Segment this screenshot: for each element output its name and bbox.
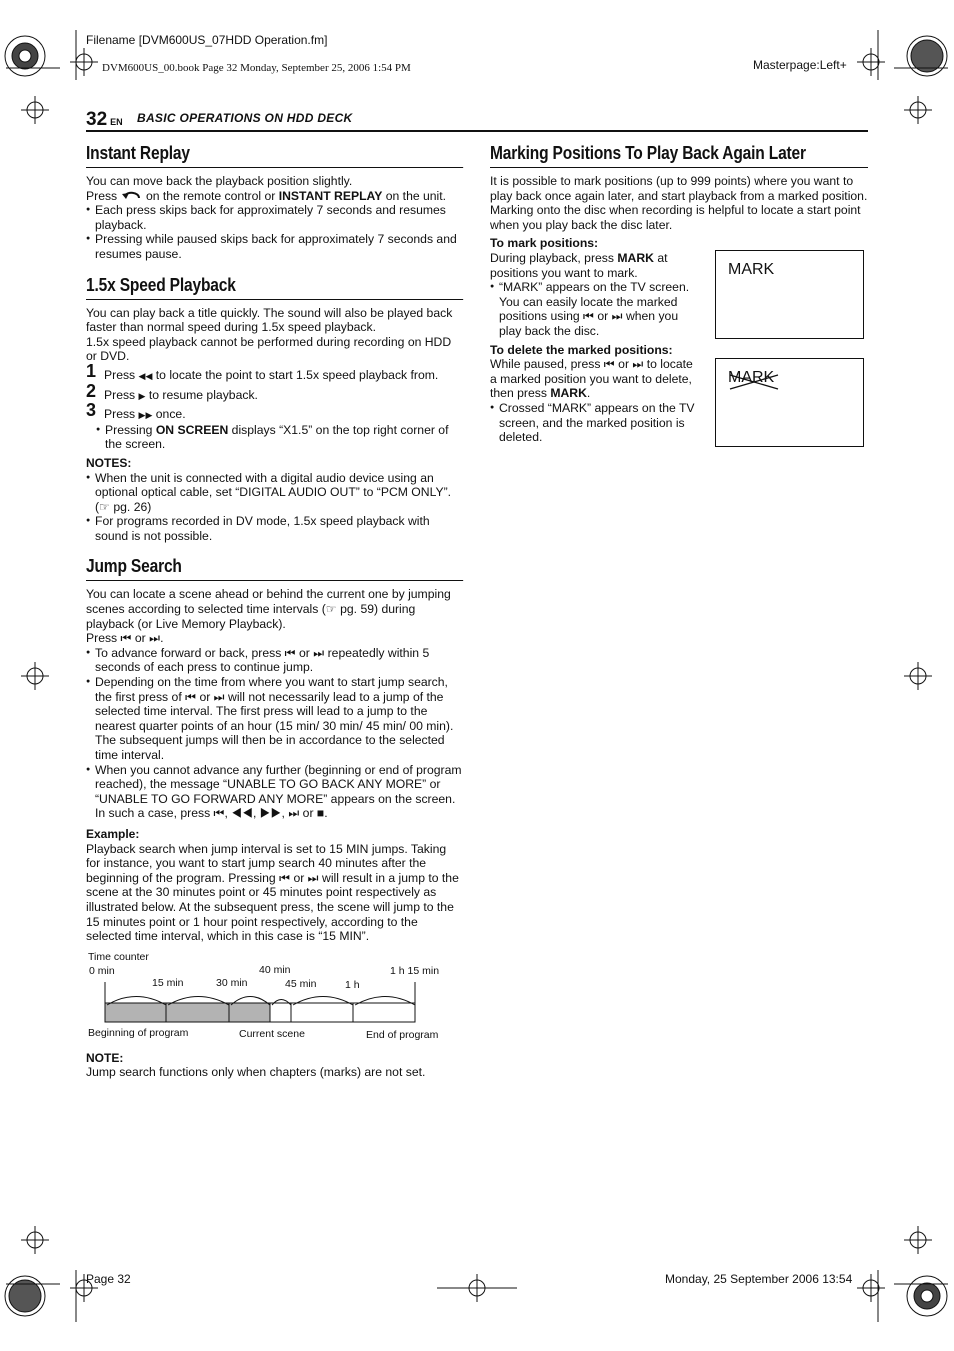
bullet-list: [490, 401, 702, 445]
play-icon: ▶: [138, 390, 146, 401]
starburst-icon: [5, 1276, 45, 1316]
list-item: ● For programs recorded in DV mode, 1.5x speed playback with sound is not possible.: [86, 514, 463, 543]
intro-text: You can move back the playback position slightly.: [86, 174, 353, 188]
diagram-label: 1 h: [345, 978, 360, 991]
bullet-list: [86, 203, 463, 261]
cross-out-icon: [728, 371, 780, 391]
to-mark-block: [490, 236, 700, 338]
list-item: ● Pressing ON SCREEN displays “X1.5” on the top right corner of the screen.: [96, 423, 463, 452]
diagram-label: Current scene: [239, 1027, 305, 1040]
tv-screen-crossed-mark: [715, 358, 864, 447]
list-item: ● When the unit is connected with a digital audio device using an optional optical cable, set “DIGITAL AUDIO OUT” to “PCM ONLY”. (☞ pg. 26): [86, 471, 463, 515]
subheading: To mark positions:: [490, 236, 599, 251]
diagram-label: 0 min: [89, 964, 115, 977]
intro-text: 1.5x speed playback cannot be performed during recording on HDD or DVD.: [86, 334, 452, 364]
diagram-label: End of program: [366, 1028, 439, 1041]
notes-list: [86, 471, 463, 544]
section-title: Instant Replay: [86, 142, 463, 168]
section-title: 1.5x Speed Playback: [86, 274, 463, 300]
example-text: Playback search when jump interval is set to 15 MIN jumps. Taking for instance, you want to start jump search 40 minutes after the beginning of the program. Pressing ⏮ or ⏭ will result in a jump to the scene at the 30 minutes point or 45 minutes point respectively as illustrated below. At the subsequent press, the scene will jump to the 15 minutes point or 1 hour point respectively, according to the selected time interval, which in this case is “15 MIN”.: [86, 841, 459, 944]
intro-text: You can locate a scene ahead or behind the current one by jumping scenes according to selected time intervals (☞ pg. 59) during playback (or Live Memory Playback).: [86, 587, 451, 631]
notes-heading: NOTES:: [86, 455, 132, 470]
crosshair-icon: [21, 662, 49, 690]
diagram-label: Time counter: [88, 950, 149, 963]
crosshair-icon: [904, 662, 932, 690]
diagram-label: 15 min: [152, 976, 184, 989]
tv-screen-mark: [715, 250, 864, 339]
list-item: ● Each press skips back for approximately 7 seconds and resumes playback.: [86, 203, 463, 232]
crosshair-icon: [857, 1274, 885, 1302]
slug-footer-page: Page 32: [86, 1272, 131, 1286]
section-speed-playback: [86, 274, 463, 544]
bullet-list: [490, 280, 700, 338]
bullet-list: [86, 646, 463, 821]
crossed-mark-indicator: MARK: [728, 369, 775, 386]
note-text: Jump search functions only when chapters (marks) are not set.: [86, 1065, 426, 1080]
section-jump-search: [86, 555, 463, 1079]
list-item: ● When you cannot advance any further (beginning or end of program reached), the message “UNABLE TO GO BACK ANY MORE” or “UNABLE TO GO FORWARD ANY MORE” appears on the screen. In such a case, press ⏮, ◀◀, ▶▶, ⏭ or ■.: [86, 763, 463, 821]
instruction-text: During playback, press MARK at positions you want to mark.: [490, 250, 668, 280]
crosshair-icon: [904, 96, 932, 124]
list-item: ● Depending on the time from where you want to start jump search, the first press of ⏮ or ⏭ will not necessarily lead to a jump of the selected time interval. The first press will lead to a jump to the nearest quarter points of an hour (15 min/ 30 min/ 45 min/ 00 min). The subsequent jumps will then be in accordance to the selected time interval.: [86, 675, 463, 763]
left-column: [86, 142, 463, 1092]
crosshair-icon: [437, 1274, 517, 1302]
section-instant-replay: [86, 142, 463, 262]
diagram-label: Beginning of program: [88, 1026, 189, 1039]
slug-footer-date: Monday, 25 September 2006 13:54: [665, 1272, 853, 1286]
crosshair-icon: [70, 48, 98, 76]
list-item: ● Crossed “MARK” appears on the TV screen, and the marked position is deleted.: [490, 401, 702, 445]
step-item: 2 Press ▶ to resume playback.: [86, 380, 258, 402]
intro-text: You can play back a title quickly. The sound will also be played back faster than normal speed during 1.5x speed playback.: [86, 305, 453, 335]
note-heading: NOTE:: [86, 1050, 124, 1065]
running-head: BASIC OPERATIONS ON HDD DECK: [137, 111, 353, 125]
crosshair-icon: [904, 1226, 932, 1254]
instruction-text: While paused, press ⏮ or ⏭ to locate a marked position you want to delete, then press MARK.: [490, 357, 693, 401]
starburst-icon: [907, 36, 947, 76]
step-item: 1 Press ◀◀ to locate the point to start 1.5x speed playback from.: [86, 360, 439, 382]
example-heading: Example:: [86, 826, 140, 841]
section-title: Jump Search: [86, 555, 463, 581]
list-item: ● “MARK” appears on the TV screen. You can easily locate the marked positions using ⏮ or ⏭ when you play back the disc.: [490, 280, 700, 338]
crosshair-icon: [857, 48, 885, 76]
to-delete-block: [490, 343, 702, 445]
list-item: ● To advance forward or back, press ⏮ or ⏭ repeatedly within 5 seconds of each press to continue jump.: [86, 646, 463, 675]
diagram-label: 45 min: [285, 977, 317, 990]
fast-forward-icon: ▶▶: [138, 410, 153, 421]
press-line: Press ⏮ or ⏭.: [86, 631, 164, 646]
starburst-icon: [5, 36, 45, 76]
diagram-label: 1 h 15 min: [390, 964, 440, 977]
header-rule: [86, 130, 868, 132]
starburst-icon: [907, 1276, 947, 1316]
section-title: Marking Positions To Play Back Again Later: [490, 142, 868, 168]
bullet-list: [96, 423, 463, 452]
mark-indicator: MARK: [728, 261, 775, 278]
slug-filename: Filename [DVM600US_07HDD Operation.fm]: [86, 33, 328, 47]
crosshair-icon: [21, 96, 49, 124]
slug-masterpage: Masterpage:Left+: [753, 58, 847, 72]
slug-book: DVM600US_00.book Page 32 Monday, September 25, 2006 1:54 PM: [102, 62, 411, 74]
crosshair-icon: [21, 1226, 49, 1254]
press-line: Press on the remote control or INSTANT REPLAY on the unit.: [86, 188, 447, 203]
page-number: 32 EN: [86, 109, 123, 130]
list-item: ● Pressing while paused skips back for approximately 7 seconds and resumes pause.: [86, 232, 463, 261]
diagram-label: 40 min: [259, 963, 291, 976]
diagram-label: 30 min: [216, 976, 248, 989]
rewind-icon: ◀◀: [138, 370, 153, 381]
jump-search-diagram: [86, 950, 463, 1045]
language-code: EN: [110, 117, 123, 127]
instant-replay-icon: [121, 190, 143, 201]
subheading: To delete the marked positions:: [490, 342, 673, 357]
step-item: 3 Press ▶▶ once.: [86, 400, 186, 422]
intro-text: It is possible to mark positions (up to 999 points) where you want to play back once again later, and start playback from a marked position. Marking onto the disc when recording is helpful to locate a start point when you play back the disc later.: [490, 174, 868, 232]
